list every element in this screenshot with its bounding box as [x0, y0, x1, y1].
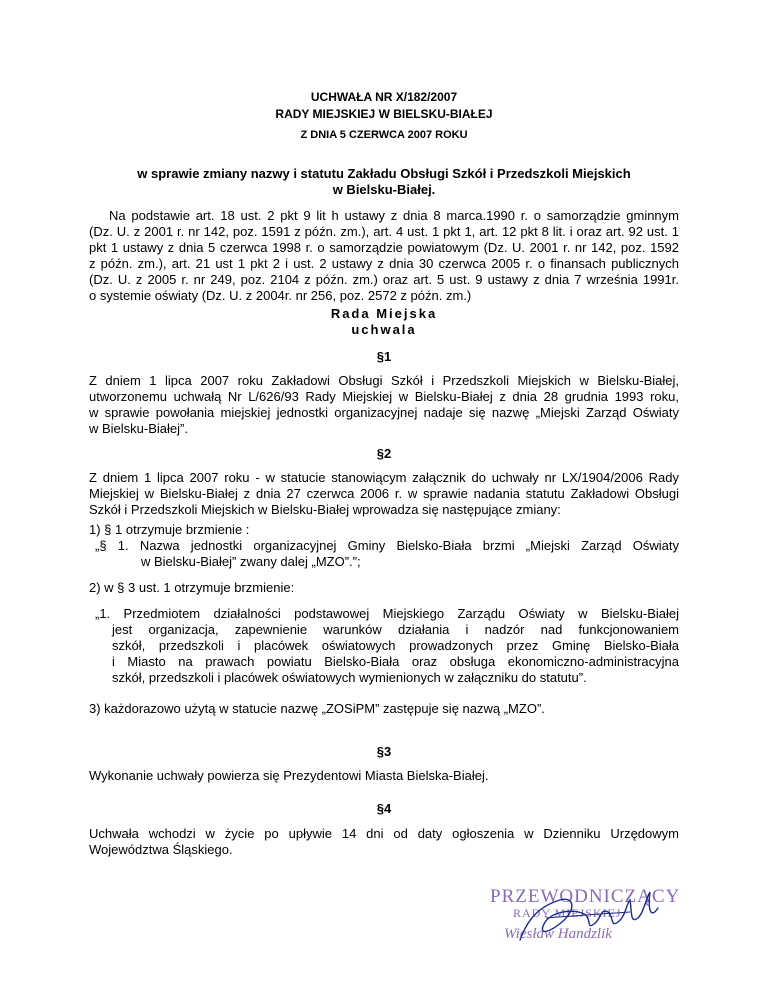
preamble-line: (Dz. U. z 2001 r. nr 142, poz. 1591 z późn. zm.), art. 4 ust. 1 pkt 1, art. 12 pkt 8 lit. i oraz art. 92 ust. 1 [89, 224, 679, 239]
item-2-line: „1. Przedmiotem działalności podstawowej Miejskiego Zarządu Oświaty w Bielsku-Białej [95, 606, 679, 621]
subject-line-1: w sprawie zmiany nazwy i statutu Zakładu Obsługi Szkół i Przedszkoli Miejskich [137, 166, 631, 181]
item-1-label: 1) § 1 otrzymuje brzmienie : [89, 522, 250, 537]
subject-line-2: w Bielsku-Białej. [332, 182, 436, 197]
section-1-line: utworzonemu uchwałą Nr L/626/93 Rady Miejskiej w Bielsku-Białej z dnia 28 grudnia 1993 roku, [89, 389, 679, 404]
stamp-line-1: PRZEWODNICZĄCY [490, 886, 681, 907]
item-2-line: szkół, przedszkoli i placówek oświatowych prowadzonych przez Gminę Bielsko-Biała [112, 638, 679, 653]
council-resolves: uchwala [351, 322, 417, 337]
preamble-line: (Dz. U. z 2005 r. nr 249, poz. 2104 z późn. zm.) oraz art. 5 ust. 9 ustawy z dnia 7 września 1991r. [89, 272, 679, 287]
preamble-line: z późn. zm.), art. 21 ust 1 pkt 2 i ust. 2 ustawy z dnia 30 czerwca 2005 r. o finansach publicznych [89, 256, 679, 271]
section-2-body [89, 470, 679, 518]
item-2-line: szkół, przedszkoli i placówek oświatowych wymienionych w załączniku do statutu”. [112, 670, 587, 685]
stamp-line-3: Wiesław Handzlik [504, 926, 612, 942]
preamble [89, 208, 679, 304]
preamble-line: Na podstawie art. 18 ust. 2 pkt 9 lit h ustawy z dnia 8 marca.1990 r. o samorządzie gminnym [109, 208, 679, 223]
item-2-label: 2) w § 3 ust. 1 otrzymuje brzmienie: [89, 580, 295, 595]
council-heading: Rada Miejska [330, 306, 438, 321]
stamp-line-2: RADY MIEJSKIEJ [513, 906, 622, 920]
resolution-title: UCHWAŁA NR X/182/2007 [310, 90, 458, 104]
section-4-heading: §4 [376, 801, 392, 816]
item-1-line-2: w Bielsku-Białej” zwany dalej „MZO”.”; [141, 554, 361, 569]
section-4-line: Uchwała wchodzi w życie po upływie 14 dni od daty ogłoszenia w Dzienniku Urzędowym [89, 826, 679, 841]
chairman-stamp [480, 878, 680, 958]
section-3-heading: §3 [376, 744, 392, 759]
section-2-line: Z dniem 1 lipca 2007 roku - w statucie stanowiącym załącznik do uchwały nr LX/1904/2006 Rady [89, 470, 679, 485]
section-4-line: Województwa Śląskiego. [89, 842, 233, 857]
section-1-line: w Bielsku-Białej”. [89, 421, 188, 436]
preamble-line: pkt 1 ustawy z dnia 5 czerwca 1998 r. o samorządzie powiatowym (Dz. U. 2001 r. nr 142, poz. 1592 [89, 240, 679, 255]
section-3-body: Wykonanie uchwały powierza się Prezydentowi Miasta Bielska-Białej. [89, 768, 489, 783]
item-2-line: i Miasto na prawach powiatu Bielsko-Biała oraz obsługa ekonomiczno-administracyjna [112, 654, 679, 669]
section-1-line: Z dniem 1 lipca 2007 roku Zakładowi Obsługi Szkół i Przedszkoli Miejskich w Bielsku-Białej, [89, 373, 679, 388]
item-1-line-1: „§ 1. Nazwa jednostki organizacyjnej Gminy Bielsko-Biała brzmi „Miejski Zarząd Oświaty [95, 538, 679, 553]
preamble-line: o systemie oświaty (Dz. U. z 2004r. nr 256, poz. 2572 z późn. zm.) [89, 288, 472, 303]
handwritten-signature [480, 878, 680, 958]
item-3: 3) każdorazowo użytą w statucie nazwę „ZOSiPM” zastępuje się nazwą „MZO”. [89, 701, 545, 716]
resolution-council: RADY MIEJSKIEJ W BIELSKU-BIAŁEJ [275, 107, 493, 121]
item-2-line: jest organizacja, zapewnienie warunków działania i nadzór nad funkcjonowaniem [112, 622, 679, 637]
section-1-heading: §1 [376, 349, 392, 364]
section-1-line: w sprawie powołania miejskiej jednostki organizacyjnej nadaje się nazwę „Miejski Zarząd Oświaty [89, 405, 679, 420]
section-1-body [89, 373, 679, 437]
section-4-body [89, 826, 679, 858]
section-2-line: Miejskiej w Bielsku-Białej z dnia 27 czerwca 2006 r. w sprawie nadania statutu Zakładowi Obsługi [89, 486, 679, 501]
resolution-date: Z DNIA 5 CZERWCA 2007 ROKU [300, 129, 468, 141]
section-2-line: Szkół i Przedszkoli Miejskich w Bielsku-Białej wprowadza się następujące zmiany: [89, 502, 561, 517]
item-2-quote [95, 606, 679, 686]
section-2-heading: §2 [376, 446, 392, 461]
